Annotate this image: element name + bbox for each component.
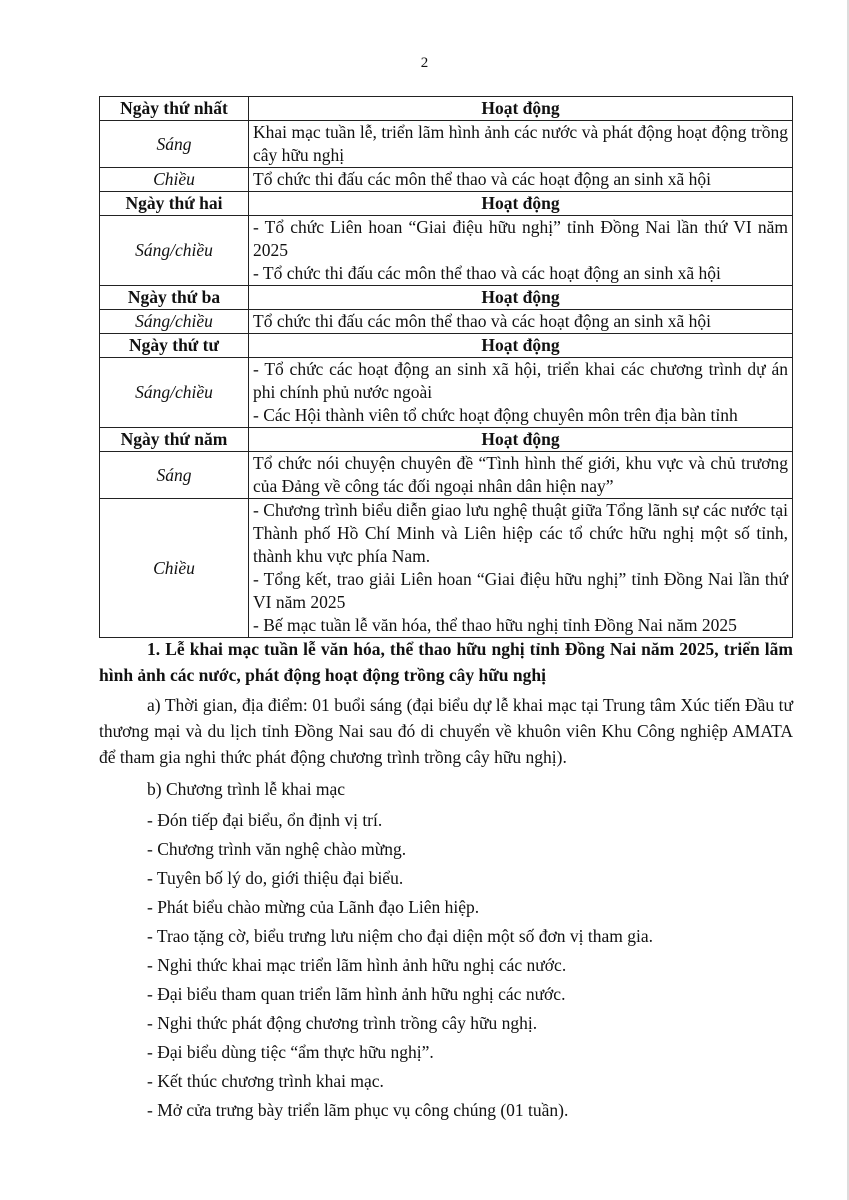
schedule-day-header-row [100,97,793,121]
session-time: Sáng [100,121,249,168]
schedule-session-row [100,121,793,168]
schedule-table [99,96,793,638]
activity-line: - Tổ chức thi đấu các môn thể thao và các hoạt động an sinh xã hội [253,263,721,283]
program-item: - Nghi thức khai mạc triển lãm hình ảnh hữu nghị các nước. [147,955,567,975]
schedule-session-row [100,499,793,638]
schedule-session-row [100,310,793,334]
session-time: Sáng [100,452,249,499]
session-activities [249,216,793,286]
activity-line: Tổ chức nói chuyện chuyên đề “Tình hình thế giới, khu vực và chủ trương của Đảng về công tác đối ngoại nhân dân hiện nay” [253,453,788,496]
session-time: Chiều [100,499,249,638]
session-activities [249,499,793,638]
program-title: b) Chương trình lễ khai mạc [147,779,346,799]
day-label: Ngày thứ hai [100,192,249,216]
program-item: - Đón tiếp đại biểu, ổn định vị trí. [147,810,383,830]
program-item: - Chương trình văn nghệ chào mừng. [147,839,407,859]
day-label: Ngày thứ năm [100,428,249,452]
activity-line: - Bế mạc tuần lễ văn hóa, thể thao hữu nghị tỉnh Đồng Nai năm 2025 [253,615,737,635]
session-time: Sáng/chiều [100,310,249,334]
activity-header: Hoạt động [249,428,793,452]
session-activities [249,452,793,499]
day-label: Ngày thứ tư [100,334,249,358]
activity-line: - Tổng kết, trao giải Liên hoan “Giai điệu hữu nghị” tỉnh Đồng Nai lần thứ VI năm 2025 [253,569,788,612]
activity-line: Tổ chức thi đấu các môn thể thao và các hoạt động an sinh xã hội [253,311,712,331]
activity-line: Tổ chức thi đấu các môn thể thao và các hoạt động an sinh xã hội [253,169,712,189]
schedule-day-header-row [100,192,793,216]
program-list [99,806,793,1125]
day-label: Ngày thứ ba [100,286,249,310]
program-item: - Đại biểu tham quan triển lãm hình ảnh hữu nghị các nước. [147,984,566,1004]
schedule-body [100,97,793,638]
program-item: - Kết thúc chương trình khai mạc. [147,1071,384,1091]
activity-header: Hoạt động [249,334,793,358]
activity-line: - Các Hội thành viên tổ chức hoạt động chuyên môn trên địa bàn tỉnh [253,405,738,425]
session-time: Chiều [100,168,249,192]
schedule-day-header-row [100,286,793,310]
schedule-day-header-row [100,334,793,358]
program-item: - Phát biểu chào mừng của Lãnh đạo Liên hiệp. [147,897,480,917]
activity-line: - Tổ chức các hoạt động an sinh xã hội, triển khai các chương trình dự án phi chính phủ nước ngoài [253,359,788,402]
program-item: - Đại biểu dùng tiệc “ẩm thực hữu nghị”. [147,1042,434,1062]
program-item: - Nghi thức phát động chương trình trồng cây hữu nghị. [147,1013,538,1033]
program-item: - Tuyên bố lý do, giới thiệu đại biểu. [147,868,404,888]
activity-line: Khai mạc tuần lễ, triển lãm hình ảnh các nước và phát động hoạt động trồng cây hữu nghị [253,122,788,165]
page-number: 2 [420,55,429,71]
schedule-session-row [100,452,793,499]
session-activities [249,168,793,192]
session-time: Sáng/chiều [100,358,249,428]
schedule-session-row [100,168,793,192]
program-item: - Trao tặng cờ, biểu trưng lưu niệm cho đại diện một số đơn vị tham gia. [147,926,654,946]
session-time: Sáng/chiều [100,216,249,286]
opening-ceremony-section [99,636,793,1125]
activity-line: - Chương trình biểu diễn giao lưu nghệ thuật giữa Tổng lãnh sự các nước tại Thành phố Hồ Chí Minh và Liên hiệp các tổ chức hữu nghị một số tỉnh, thành khu vực phía Nam. [253,500,788,566]
session-activities [249,310,793,334]
activity-header: Hoạt động [249,286,793,310]
day-label: Ngày thứ nhất [100,97,249,121]
time-place-paragraph: a) Thời gian, địa điểm: 01 buổi sáng (đại biểu dự lễ khai mạc tại Trung tâm Xúc tiến Đầu tư thương mại và du lịch tỉnh Đồng Nai sau đó di chuyển về khuôn viên Khu Công nghiệp AMATA để tham gia nghi thức phát động chương trình trồng cây hữu nghị). [99,695,793,767]
program-item: - Mở cửa trưng bày triển lãm phục vụ công chúng (01 tuần). [147,1100,569,1120]
session-activities [249,358,793,428]
schedule-day-header-row [100,428,793,452]
activity-header: Hoạt động [249,192,793,216]
session-activities [249,121,793,168]
schedule-session-row [100,358,793,428]
schedule-session-row [100,216,793,286]
section-title: 1. Lễ khai mạc tuần lễ văn hóa, thể thao hữu nghị tỉnh Đồng Nai năm 2025, triển lãm hình ảnh các nước, phát động hoạt động trồng cây hữu nghị [99,639,793,685]
activity-line: - Tổ chức Liên hoan “Giai điệu hữu nghị” tỉnh Đồng Nai lần thứ VI năm 2025 [253,217,788,260]
activity-header: Hoạt động [249,97,793,121]
